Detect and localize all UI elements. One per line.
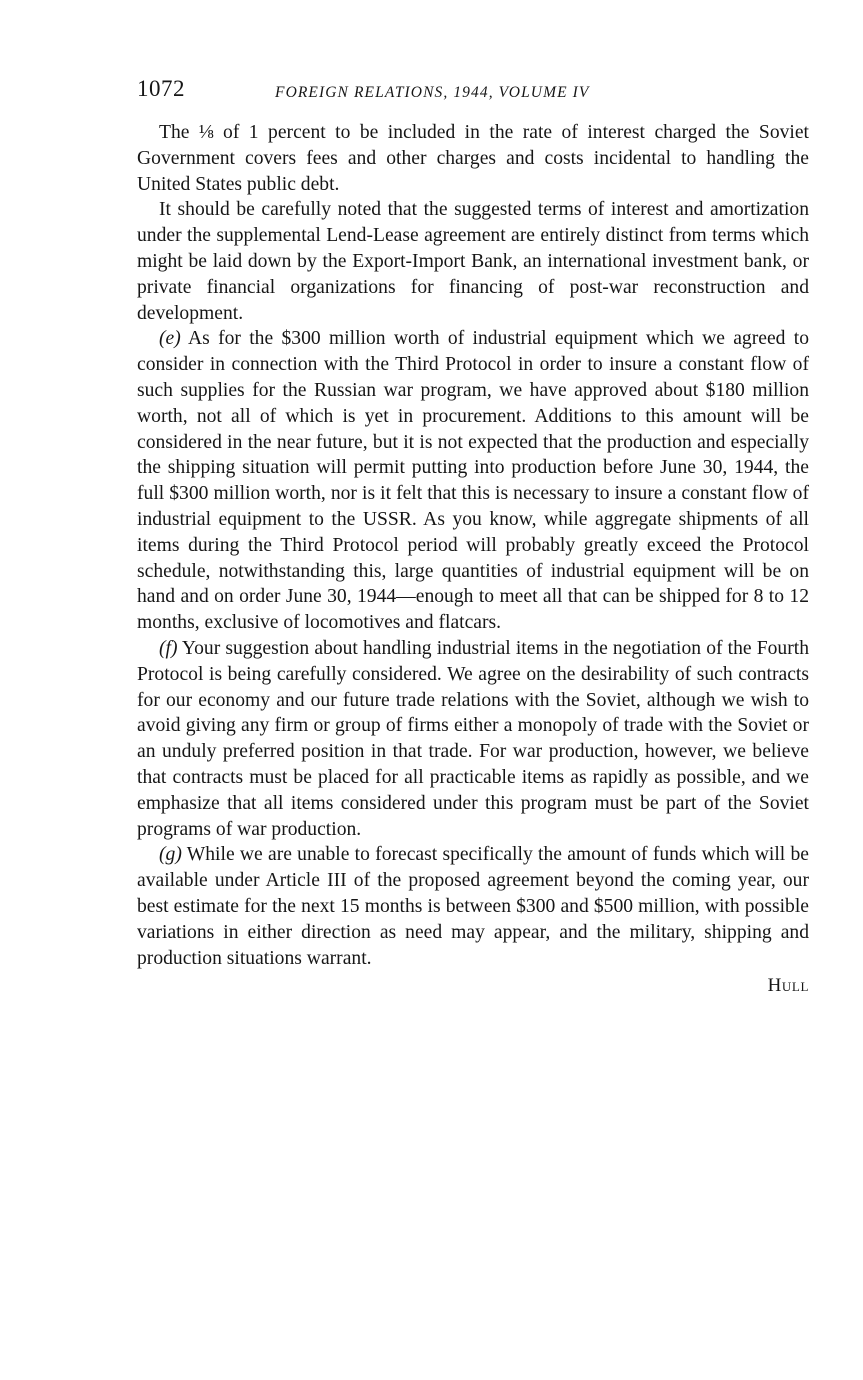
- paragraph-interest-fees: The ⅛ of 1 percent to be included in the rate of interest charged the Soviet Government covers fees and other charges and costs incidental to handling the United States public debt.: [137, 122, 809, 195]
- running-head: FOREIGN RELATIONS, 1944, VOLUME IV: [275, 84, 590, 101]
- paragraph-g-funds-forecast: [137, 842, 809, 971]
- paragraph-text: As for the $300 million worth of industrial equipment which we agreed to consider in connection with the Third Protocol in order to insure a constant flow of such supplies for the Russian war program, we have approved about $180 million worth, not all of which is yet in procurement. Additions to this amount will be considered in the near future, but it is not expected that the production and especially the shipping situation will permit putting into production before June 30, 1944, the full $300 million worth, nor is it felt that this is necessary to insure a constant flow of industrial equipment to the USSR. As you know, while aggregate shipments of all items during the Third Protocol period will probably greatly exceed the Protocol schedule, notwithstanding this, large quantities of industrial equipment will be on hand and on order June 30, 1944—enough to meet all that can be shipped for 8 to 12 months, exclusive of locomotives and flatcars.: [137, 328, 809, 634]
- page-header: [137, 76, 809, 110]
- paragraph-text: While we are unable to forecast specifically the amount of funds which will be available under Article III of the proposed agreement beyond the coming year, our best estimate for the next 15 months is between $300 and $500 million, with possible variations in either direction as need may appear, and the military, shipping and production situations warrant.: [137, 844, 809, 969]
- paragraph-e-industrial-equipment: [137, 326, 809, 636]
- signature: Hull: [767, 975, 809, 997]
- paragraph-text: Your suggestion about handling industrial items in the negotiation of the Fourth Protocol is being carefully considered. We agree on the desirability of such contracts for our economy and our future trade relations with the Soviet, although we wish to avoid giving any firm or group of firms either a monopoly of trade with the Soviet or an unduly preferred position in that trade. For war production, however, we believe that contracts must be placed for all practicable items as rapidly as possible, and we emphasize that all items considered under this program must be part of the Soviet programs of war production.: [137, 637, 809, 840]
- paragraph-terms-note: It should be carefully noted that the suggested terms of interest and amortization under the supplemental Lend-Lease agreement are entirely distinct from terms which might be laid down by the Export-Import Bank, an international investment bank, or private financial organizations for financing of post-war reconstruction and development.: [137, 199, 809, 324]
- paragraph-label: (g): [159, 844, 182, 866]
- paragraph-label: (e): [159, 328, 181, 350]
- paragraph-f-fourth-protocol: [137, 636, 809, 842]
- page-number: 1072: [137, 76, 185, 101]
- paragraph-label: (f): [159, 637, 178, 659]
- document-page: [137, 76, 809, 997]
- document-body: [137, 120, 809, 971]
